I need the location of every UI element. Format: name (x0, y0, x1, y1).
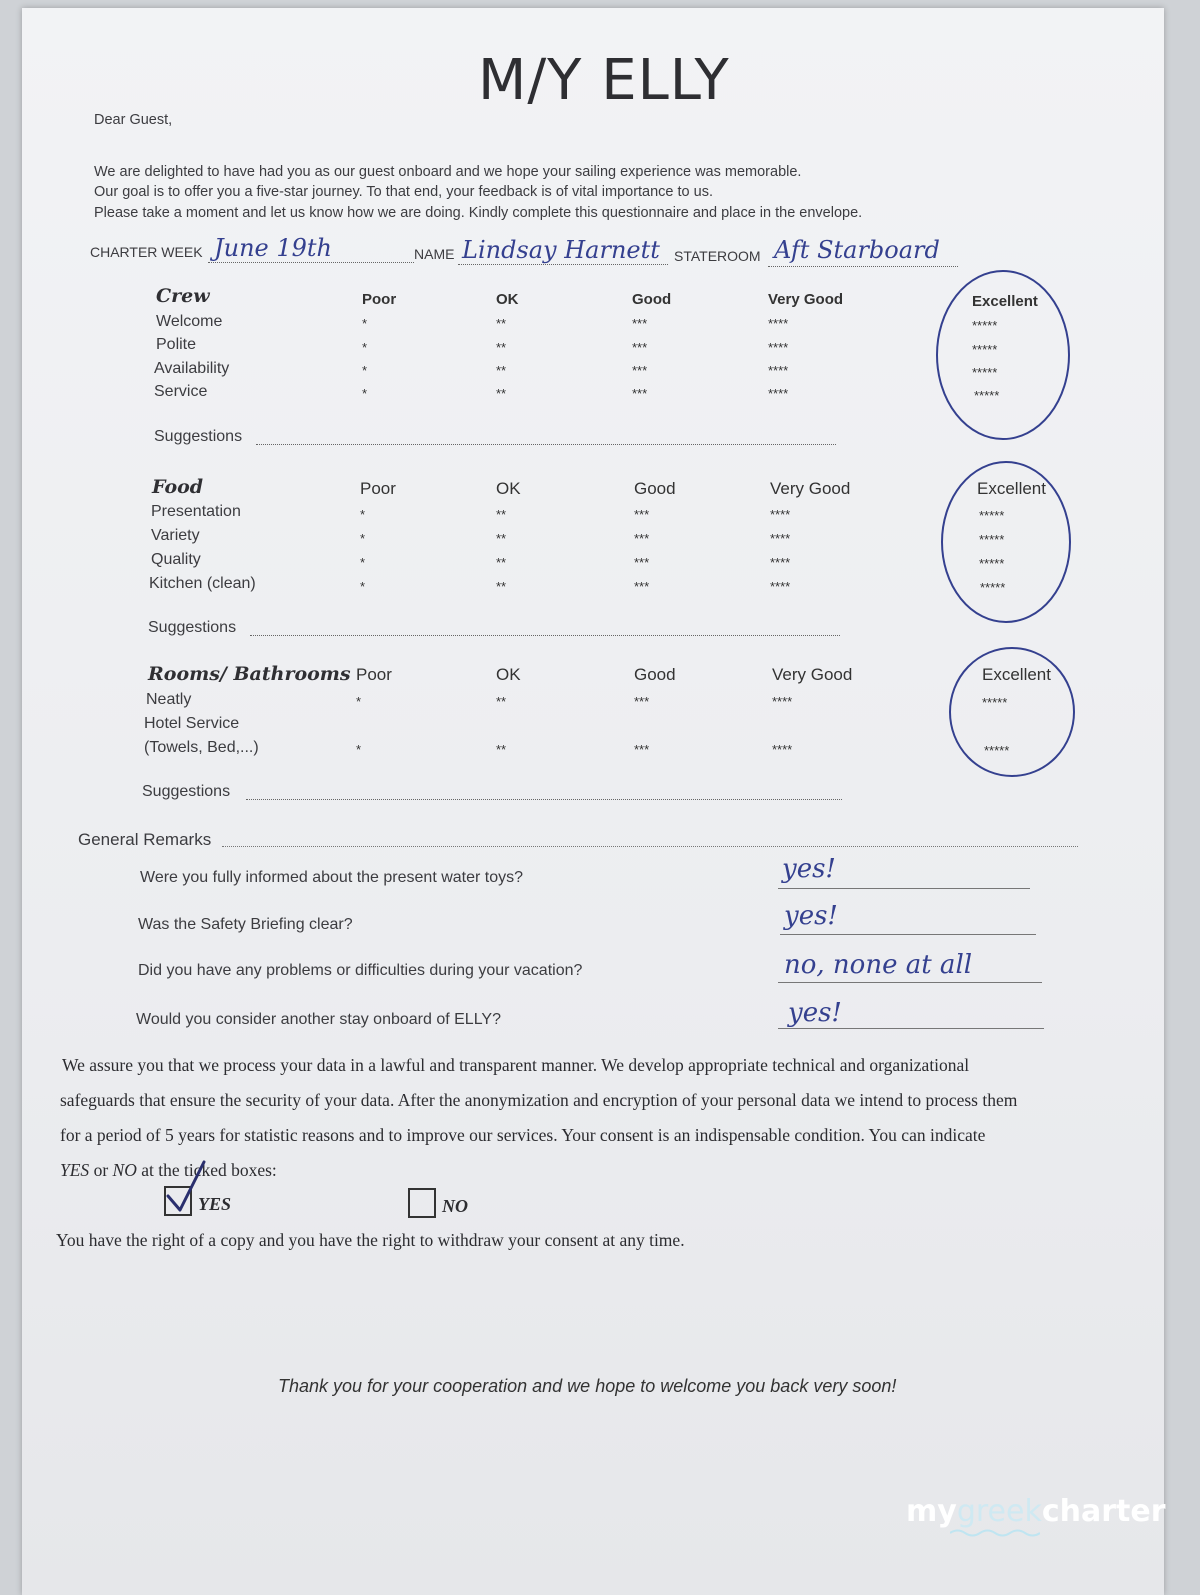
star-option-very-good[interactable]: **** (768, 386, 789, 401)
charter-week-value[interactable]: June 19th (214, 234, 333, 262)
row-label-availability: Availability (154, 360, 230, 377)
question-another-stay: Would you consider another stay onboard of ELLY? (136, 1011, 501, 1028)
star-option-ok[interactable]: ** (496, 386, 507, 401)
rating-header-very-good: Very Good (770, 479, 851, 498)
document-title: M/Y ELLY (478, 48, 730, 113)
logo-my: my (906, 1494, 957, 1529)
legal-line-3: for a period of 5 years for statistic reasons and to improve our services. Your consent is an indispensable condition. You can indicate (60, 1125, 986, 1145)
star-option-ok[interactable]: ** (496, 507, 507, 522)
rating-header-very-good: Very Good (772, 665, 853, 684)
star-option-good[interactable]: *** (634, 579, 650, 594)
answer-water-toys[interactable]: yes! (782, 854, 836, 884)
intro-line-1: We are delighted to have had you as our guest onboard and we hope your sailing experience was memorable. (94, 164, 802, 180)
star-option-poor[interactable]: * (362, 386, 368, 401)
row-label-polite: Polite (156, 336, 197, 353)
star-option-good[interactable]: *** (632, 386, 648, 401)
rating-header-excellent: Excellent (972, 293, 1038, 310)
row-label-kitchen: Kitchen (clean) (149, 575, 256, 592)
food-excellent-circle (942, 462, 1070, 622)
questionnaire-sheet (22, 8, 1164, 1595)
star-option-poor[interactable]: * (362, 363, 368, 378)
star-option-good[interactable]: *** (634, 694, 650, 709)
intro-line-2: Our goal is to offer you a five-star journey. To that end, your feedback is of vital importance to us. (94, 184, 713, 200)
suggestions-label: Suggestions (142, 783, 231, 800)
stateroom-value[interactable]: Aft Starboard (774, 236, 940, 264)
star-option-good[interactable]: *** (634, 507, 650, 522)
rating-header-poor: Poor (360, 479, 396, 498)
star-option-good[interactable]: *** (632, 363, 648, 378)
rights-text: You have the right of a copy and you have the right to withdraw your consent at any time. (56, 1230, 685, 1250)
star-option-poor[interactable]: * (362, 316, 368, 331)
row-label-service: Service (154, 383, 208, 400)
name-value[interactable]: Lindsay Harnett (462, 236, 660, 264)
star-option-excellent[interactable]: ***** (980, 580, 1006, 595)
answer-line (780, 934, 1036, 935)
star-option-good[interactable]: *** (634, 555, 650, 570)
star-option-excellent[interactable]: ***** (979, 532, 1005, 547)
rating-header-excellent: Excellent (982, 665, 1051, 684)
star-option-poor[interactable]: * (360, 531, 366, 546)
section-title: Food (152, 476, 204, 498)
star-option-very-good[interactable]: **** (772, 694, 793, 709)
star-option-very-good[interactable]: **** (770, 531, 791, 546)
star-option-poor[interactable]: * (356, 694, 362, 709)
logo-charter: charter (1041, 1494, 1166, 1529)
answer-another-stay[interactable]: yes! (788, 998, 842, 1028)
legal-rest: at the ticked boxes: (136, 1160, 277, 1180)
consent-yes-label: YES (198, 1194, 232, 1214)
star-option-excellent[interactable]: ***** (979, 556, 1005, 571)
star-option-very-good[interactable]: **** (770, 579, 791, 594)
logo-greek: greek (956, 1494, 1042, 1529)
star-option-ok[interactable]: ** (496, 742, 507, 757)
star-option-excellent[interactable]: ***** (982, 695, 1008, 710)
star-option-poor[interactable]: * (360, 579, 366, 594)
star-option-good[interactable]: *** (632, 316, 648, 331)
answer-problems[interactable]: no, none at all (784, 950, 973, 980)
rating-header-poor: Poor (362, 291, 397, 308)
row-label-welcome: Welcome (156, 313, 223, 330)
star-option-excellent[interactable]: ***** (984, 743, 1010, 758)
star-option-good[interactable]: *** (632, 340, 648, 355)
rating-header-very-good: Very Good (768, 291, 844, 308)
answer-safety-briefing[interactable]: yes! (784, 901, 838, 931)
question-water-toys: Were you fully informed about the present water toys? (140, 869, 524, 886)
star-option-ok[interactable]: ** (496, 579, 507, 594)
star-option-very-good[interactable]: **** (768, 363, 789, 378)
rating-header-ok: OK (496, 665, 521, 684)
star-option-good[interactable]: *** (634, 531, 650, 546)
star-option-good[interactable]: *** (634, 742, 650, 757)
answer-line (778, 982, 1042, 983)
rating-header-good: Good (634, 665, 676, 684)
stateroom-label: STATEROOM (674, 248, 761, 264)
row-label-presentation: Presentation (151, 503, 241, 520)
star-option-excellent[interactable]: ***** (979, 508, 1005, 523)
row-label-variety: Variety (151, 527, 200, 544)
legal-or: or (89, 1160, 113, 1180)
star-option-poor[interactable]: * (360, 555, 366, 570)
consent-no-label: NO (442, 1196, 468, 1216)
legal-yes: YES (60, 1160, 90, 1180)
star-option-poor[interactable]: * (360, 507, 366, 522)
legal-no: NO (112, 1160, 137, 1180)
rooms-excellent-circle (950, 648, 1074, 776)
row-label-towels-bed: (Towels, Bed,...) (144, 739, 259, 756)
star-option-excellent[interactable]: ***** (972, 342, 998, 357)
star-option-ok[interactable]: ** (496, 694, 507, 709)
star-option-very-good[interactable]: **** (770, 507, 791, 522)
star-option-poor[interactable]: * (362, 340, 368, 355)
rating-header-good: Good (634, 479, 676, 498)
star-option-ok[interactable]: ** (496, 531, 507, 546)
general-remarks-line[interactable] (222, 846, 1078, 847)
answer-line (778, 888, 1030, 889)
crew-excellent-circle (937, 271, 1069, 439)
star-option-very-good[interactable]: **** (768, 316, 789, 331)
star-option-ok[interactable]: ** (496, 316, 507, 331)
legal-line-1: We assure you that we process your data in a lawful and transparent manner. We develop appropriate technical and organizational (62, 1055, 970, 1075)
charter-week-label: CHARTER WEEK (90, 244, 203, 260)
question-safety-briefing: Was the Safety Briefing clear? (138, 916, 353, 933)
suggestions-label: Suggestions (154, 428, 243, 445)
legal-line-2: safeguards that ensure the security of your data. After the anonymization and encryption of your personal data we intend to process them (60, 1090, 1018, 1110)
section-title: Crew (156, 285, 210, 307)
star-option-poor[interactable]: * (356, 742, 362, 757)
rating-header-poor: Poor (356, 665, 392, 684)
star-option-ok[interactable]: ** (496, 555, 507, 570)
name-label: NAME (414, 246, 455, 262)
star-option-excellent[interactable]: ***** (972, 318, 998, 333)
consent-no-checkbox[interactable] (408, 1188, 436, 1218)
rating-header-excellent: Excellent (977, 479, 1046, 498)
row-label-quality: Quality (151, 551, 201, 568)
rating-header-good: Good (632, 291, 672, 308)
star-option-ok[interactable]: ** (496, 340, 507, 355)
rating-header-ok: OK (496, 291, 519, 308)
row-label-hotel-service: Hotel Service (144, 715, 240, 732)
general-remarks-label: General Remarks (78, 830, 212, 849)
star-option-ok[interactable]: ** (496, 363, 507, 378)
star-option-very-good[interactable]: **** (772, 742, 793, 757)
star-option-excellent[interactable]: ***** (972, 365, 998, 380)
excellent-circle-marks (22, 8, 1164, 808)
suggestions-label: Suggestions (148, 619, 237, 636)
row-label-neatly: Neatly (146, 691, 192, 708)
thank-you-text: Thank you for your cooperation and we hope to welcome you back very soon! (278, 1376, 897, 1396)
section-title: Rooms/ Bathrooms (148, 663, 351, 685)
star-option-very-good[interactable]: **** (770, 555, 791, 570)
mygreekcharter-logo (906, 1494, 1166, 1529)
star-option-excellent[interactable]: ***** (974, 388, 1000, 403)
greeting: Dear Guest, (94, 112, 173, 128)
intro-line-3: Please take a moment and let us know how we are doing. Kindly complete this questionnaire and place in the envelope. (94, 205, 863, 221)
wave-icon (950, 1528, 1040, 1538)
star-option-very-good[interactable]: **** (768, 340, 789, 355)
answer-line (778, 1028, 1044, 1029)
question-problems: Did you have any problems or difficulties during your vacation? (138, 962, 583, 979)
rating-header-ok: OK (496, 479, 521, 498)
